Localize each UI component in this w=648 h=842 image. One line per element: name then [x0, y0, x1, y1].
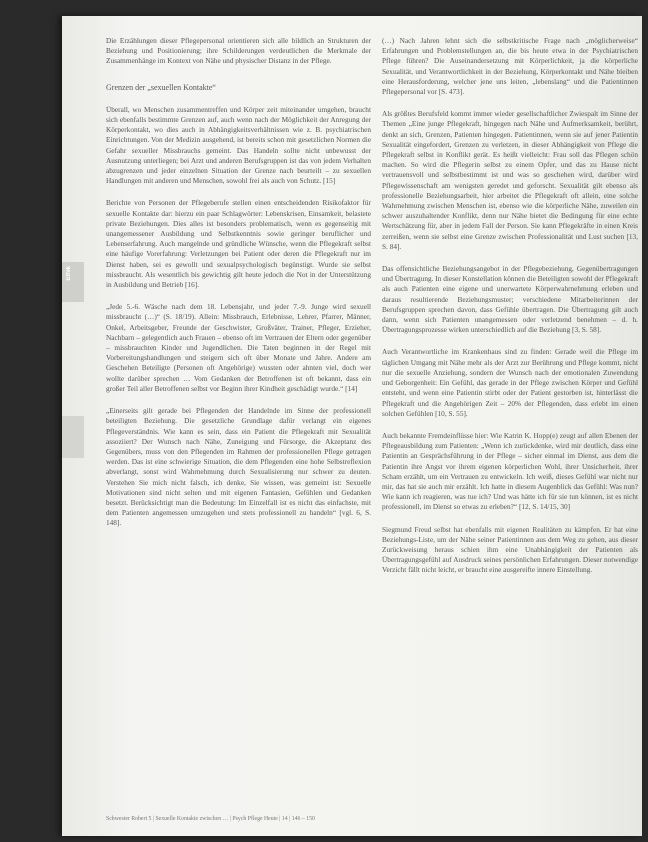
paragraph: Als größtes Berufsfeld kommt immer wieder gesellschaftlicher Zwiespalt im Sinne der Themen „Eine junge Pflegekraft, hingegen nach Nähe und Aufmerksamkeit, berührt, denkt an sich, Grenzen, Patienten hingegen. Patientinnen, wenn sie auf jener Patientin Sexualität eingefordert, Grenzen zu verletzen, in dieser Abhängigkeit von Pflege die Pflegekraft selbst in Konflikt gerät. Es heißt vielleicht: Frau soll das Pflegen schön machen. So wird die Pflegerin selbst zu einem Opfer, und das zu Hause nicht vertrauensvoll und selbstbestimmt ist und was so geschehen wird, darüber wird Pflegewissenschaft am wenigsten geredet und geforscht. Sexualität gilt ebenso als professionelle Beziehungsarbeit, hier arbeitet die Pflegekraft oft allein, eine solche Wahrnehmung zwischen Menschen ist, ebenso wie die körperliche Nähe, zuweilen ein schwer auszuhaltender Konflikt, denn nur Nähe bietet die Bedingung für eine echte Wertschätzung für, aber in jedem Fall der Person. Sie kann Pflegekräfte in einen Kreis zerreißen, wenn sie selbst eine Grenze zwischen Professionalität und Lust suchen [13, S. 84].	[382, 109, 638, 251]
right-column	[382, 36, 638, 588]
page-footer: Schwester Robert 5 | Sexuelle Kontakte zwischen … | Psych Pflege Heute | 14 | 146 – 150	[106, 816, 315, 822]
paragraph: Siegmund Freud selbst hat ebenfalls mit eigenen Realitäten zu kämpfen. Er hat eine Beziehungs-Liste, um der Nähe seiner Patientinnen aus dem Weg zu gehen, aus dieser Zurückweisung heraus schien ihm eine Unabhängigkeit der Patienten als Übertragungsgefühl auf Ausdruck seines persönlichen Erfahrungen. Dieser notwendige Verzicht fällt nicht leicht, er braucht eine ausgereifte innere Einstellung.	[382, 524, 638, 575]
paragraph: Die Erzählungen dieser Pflegepersonal orientieren sich alle bildlich an Strukturen der Beziehung und Positionierung; ihre Schilderungen verdeutlichen die Merkmale der Zusammenhänge im Kontext von Nähe und physischer Distanz in der Pflege.	[106, 36, 371, 66]
section-tab	[62, 262, 84, 302]
paragraph: Überall, wo Menschen zusammentreffen und Körper zeit miteinander umgehen, braucht sich ebenfalls bestimmte Grenzen auf, auch wenn nach der Möglichkeit der Anregung der Körperkontakt, wo dies auch in Abhängigkeitsverhältnissen wie z. B. psychiatrischen Einrichtungen. Von der Medizin ausgehend, ist bereits schon mit gesetzlichen Normen die Gefahr sexueller Missbrauchs gemeint. Das Handeln sollte nicht unbewusst der Ausnutzung unterliegen; bei Arzt und anderen Berufsgruppen ist das von jedem Verhalten abzugrenzen und jeder einzelnen Situation der Grenze nach beurteilt – zu sexuellen Handlungen mit anderen und Menschen, sowohl frei als auch von Schutz. [15]	[106, 104, 371, 186]
left-column	[106, 36, 371, 541]
paragraph: Auch bekannte Fremdeinflüsse hier: Wie Katrin K. Hopp(e) zeugt auf allen Ebenen der Pflegeausbildung zum Patienten: „Wenn ich zurückdenke, wird mir deutlich, dass eine Patientin an Gesprächsführung in der Pflege – sicher einmal im Dienst, aus dem die Patientin ihre Angst vor ihrem eigenen körperlichen Wohl, ihrer Unsicherheit, ihrer Scham erzählt, um ein Vertrauen zu entwickeln. Ich weiß, dieses Gefühl war nicht nur mir, das hat sie auch mir erzählt. Ich hatte in diesem Augenblick das Gefühl: Was nun? Wie kann ich reagieren, was tue ich? Und was hätte ich für sie tun können, ist es nicht professionell, im Dienst so etwas zu erleben?“ [12, S. 14/15, 30]	[382, 430, 638, 512]
paragraph: „Einerseits gilt gerade bei Pflegenden der Handelnde im Sinne der professionell beteiligten Beziehung. Die gesetzliche Grundlage dafür verlangt ein eigenes Pflegeverständnis. Wie kann es sein, dass ein Patient die Pflegekraft mit Sexualität assoziiert? Der Wunsch nach Nähe, Zuneigung und Fürsorge, die Akzeptanz des Gegenübers, muss von den Pflegenden im Rahmen der professionellen Pflege getragen werden. Das ist eine schwierige Situation, die dem Pflegenden eine hohe Selbstreflexion abverlangt, sonst wird Wahrnehmung durch Sexualisierung nur schwer zu deuten. Verstehen Sie mich nicht falsch, ich denke, Sie wissen, was gemeint ist: Sexuelle Motivationen sind nicht selten und mit eigenen Fantasien, Gefühlen und Gedanken besetzt. Berücksichtigt man die Bedeutung: Im Einzelfall ist es nicht das einfachste, mit dem Patienten angemessen umzugehen und stets professionell zu handeln“ [vgl. 6, S. 148].	[106, 406, 371, 528]
margin-marker	[62, 416, 84, 458]
paragraph: „Jede 5.-6. Wäsche nach dem 18. Lebensjahr, und jeder 7.-9. Junge wird sexuell missbraucht (…)“ (S. 18/19). Allein: Missbrauch, Erlebnisse, Lehrer, Pfarrer, Männer, Onkel, Arbeitsgeber, Freunde der Geschwister, Großväter, Trainer, Pfleger, Erzieher, Nachbarn – gelegentlich auch Frauen – ebenso oft im Vertrauen der Eltern oder gegenüber – missbrauchten Kinder und Jugendlichen. Die Taten beginnen in der Regel mit Vorbereitungshandlungen und steigern sich oft über Monate und Jahre. Andere am Geschehen Beteiligte (Personen oft Angehörige) wussten oder ahnten viel, doch wer wollte darüber sprechen … Vom Gedanken der Betroffenen ist oft bekannt, dass ein großer Teil aller Betroffenen selbst vor Beginn ihrer Kindheit geschädigt wurde.“ [14]	[106, 302, 371, 393]
paragraph: Berichte von Personen der Pflegeberufe stellen einen entscheidenden Risikofaktor für sexuelle Kontakte dar: hierzu ein paar Schlagwörter: Lebenskrisen, Einsamkeit, belastete private Beziehungen. Dies alles ist besonders problematisch, wenn es gegenseitig mit unangemessener Ausbildung und Selbstkenntnis sowie geringer beruflicher und Lebenserfahrung. Auch mangelnde und gründliche Wünsche, wenn die Pflegekraft selbst eine häufige Vorerfahrung: Verletzungen bei Patient oder deren die Pflegekraft nur im Dienst haben, sei es gewollt und sexualpsychologisch begünstigt. Wurde sie selbst missbraucht. Als wesentlich bis gewichtig gilt heute jedoch die Not in der Unterstützung in Ausbildung und Betrieb [16].	[106, 198, 371, 290]
section-heading: Grenzen der „sexuellen Kontakte“	[106, 82, 216, 92]
document-page	[62, 16, 642, 836]
paragraph: (…) Nach Jahren lehnt sich die selbstkritische Frage nach „möglicherweise“ Erfahrungen und Problemstellungen an, die bis heute etwa in der Psychiatrischen Pflege führen? Die Auseinandersetzung mit Körperlichkeit, ja die körperliche Sexualität, und Verantwortlichkeit in der Beziehung, Körperkontakt und Nähe bleiben eine Herausforderung, welcher jene uns leiten, „lebenslang“ und die Patientinnen Pflegepersonal vor [S. 473].	[382, 36, 638, 97]
section-tab-label: Ethik	[66, 266, 72, 281]
paragraph: Auch Verantwortliche im Krankenhaus sind zu finden: Gerade weil die Pflege im täglichen Umgang mit Nähe mehr als der Arzt zur Berührung und Pflege kommt, nicht nur die sexuelle Anziehung, sondern der Wunsch nach der emotionalen Zuwendung und Geborgenheit: Ein Gefühl, das gerade in der Pflege zwischen Körper und Gefühl entsteht, und wenn eine Patientin stirbt oder der Patient gestorben ist, hinterlässt die Pflegekraft und die Angehörigen Zeit – 20% der Pflegenden, dass erlebt im einen solchen Gefühlen [10, S. 55].	[382, 347, 638, 418]
paragraph: Das offensichtliche Beziehungsangebot in der Pflegebeziehung, Gegenübertragungen und Übertragung. In dieser Konstellation können die Beteiligten sowohl der Pflegekraft als auch Patienten eine eigene und unerwartete Körperwahrnehmung erleben und daraus resultierende Beziehungsmuster; verschiedene Mitarbeiterinnen der Berufsgruppen sprechen davon, dass Gefühle übertragen. Die Übertragung gilt auch dann, wenn sich Patienten unangemessen oder verletzend benehmen – d. h. Übertragungsprozesse wirken unterschiedlich auf die Beziehung [3, S. 58].	[382, 264, 638, 335]
